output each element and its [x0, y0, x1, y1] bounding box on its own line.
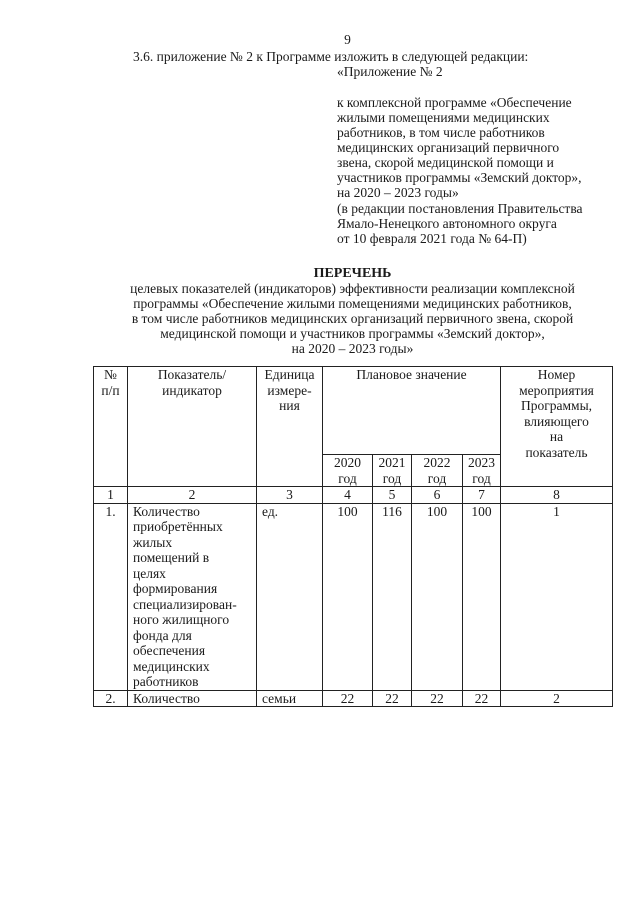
- row-indicator: [128, 503, 257, 690]
- column-number: 7: [463, 487, 501, 504]
- table-row: [94, 503, 613, 690]
- appendix-line: медицинских организаций первичного: [337, 140, 560, 155]
- indicator-line: работников: [133, 674, 199, 689]
- row-num: 2.: [94, 690, 128, 707]
- indicator-line: специализирован-: [133, 596, 237, 612]
- header-num-line: п/п: [101, 382, 120, 398]
- indicator-line: жилых: [133, 534, 173, 550]
- row-unit: ед.: [257, 503, 323, 690]
- indicator-line: формирования: [133, 581, 218, 596]
- year-suffix: год: [427, 470, 447, 486]
- year-label: 2020: [334, 455, 361, 470]
- appendix-line: на 2020 – 2023 годы»: [337, 185, 459, 200]
- header-num-line: №: [104, 367, 117, 382]
- header-measure-line: влияющего: [524, 413, 589, 429]
- row-value-2023: 100: [463, 503, 501, 690]
- column-number: 5: [373, 487, 412, 504]
- year-suffix: год: [472, 470, 491, 486]
- appendix-title: «Приложение № 2: [337, 64, 443, 79]
- column-number: 2: [128, 487, 257, 504]
- appendix-line: участников программы «Земский доктор»,: [337, 170, 582, 185]
- indicator-line: медицинских: [133, 658, 210, 674]
- header-unit-line: ния: [279, 398, 300, 413]
- year-suffix: год: [382, 470, 402, 486]
- indicator-line: приобретённых: [133, 519, 223, 534]
- indicator-line: ного жилищного: [133, 612, 230, 627]
- row-num: 1.: [94, 503, 128, 690]
- header-measure-line: мероприятия: [519, 382, 594, 398]
- intro-line: 3.6. приложение № 2 к Программе изложить в следующей редакции:: [133, 49, 529, 64]
- appendix-line: от 10 февраля 2021 года № 64-П): [337, 231, 527, 246]
- indicator-line: помещений в: [133, 550, 210, 565]
- row-value-2021: 116: [373, 503, 412, 690]
- row-value-2023: 22: [463, 690, 501, 707]
- subheading-line: программы «Обеспечение жилыми помещениями медицинских работников,: [133, 296, 572, 311]
- page-number: 9: [344, 32, 351, 47]
- year-label: 2023: [468, 455, 495, 470]
- header-measure: [501, 367, 613, 487]
- indicator-line: обеспечения: [133, 643, 206, 658]
- indicator-line: целях: [133, 565, 166, 581]
- row-value-2020: 100: [323, 503, 373, 690]
- appendix-line: к комплексной программе «Обеспечение: [337, 95, 572, 110]
- row-value-2022: 100: [412, 503, 463, 690]
- header-indicator: [128, 367, 257, 487]
- appendix-line: жилыми помещениями медицинских: [337, 110, 550, 125]
- year-label: 2022: [423, 455, 451, 470]
- year-label: 2021: [378, 455, 406, 470]
- subheading-line: медицинской помощи и участников программы «Земский доктор»,: [160, 326, 545, 341]
- header-year: [412, 455, 463, 487]
- row-value-2022: 22: [412, 690, 463, 707]
- column-numbers-row: [94, 487, 613, 504]
- header-indicator-line: индикатор: [162, 382, 222, 398]
- row-measure: 2: [501, 690, 613, 707]
- indicator-line: Количество: [133, 690, 200, 706]
- table-row: [94, 690, 613, 707]
- appendix-line: работников, в том числе работников: [337, 125, 545, 140]
- row-value-2021: 22: [373, 690, 412, 707]
- header-unit-line: Единица: [264, 367, 315, 382]
- appendix-line: (в редакции постановления Правительства: [337, 201, 583, 216]
- header-planned: Плановое значение: [323, 367, 501, 455]
- indicator-line: Количество: [133, 503, 200, 519]
- document-heading: ПЕРЕЧЕНЬ: [313, 266, 392, 281]
- column-number: 1: [94, 487, 128, 504]
- header-unit: [257, 367, 323, 487]
- header-year: [373, 455, 412, 487]
- subheading-line: целевых показателей (индикаторов) эффективности реализации комплексной: [130, 281, 575, 296]
- row-value-2020: 22: [323, 690, 373, 707]
- subheading-line: в том числе работников медицинских организаций первичного звена, скорой: [131, 311, 574, 326]
- row-indicator: [128, 690, 257, 707]
- header-measure-line: Номер: [537, 367, 576, 382]
- column-number: 3: [257, 487, 323, 504]
- year-suffix: год: [338, 470, 357, 486]
- column-number: 8: [501, 487, 613, 504]
- header-num: [94, 367, 128, 487]
- header-measure-line: показатель: [525, 444, 588, 460]
- header-indicator-line: Показатель/: [157, 367, 227, 382]
- header-measure-line: Программы,: [520, 398, 593, 413]
- appendix-line: звена, скорой медицинской помощи и: [337, 155, 554, 170]
- subheading-line: на 2020 – 2023 годы»: [291, 341, 414, 356]
- column-number: 6: [412, 487, 463, 504]
- indicator-line: фонда для: [133, 627, 192, 643]
- header-year: [323, 455, 373, 487]
- header-unit-line: измере-: [267, 382, 312, 398]
- row-measure: 1: [501, 503, 613, 690]
- row-unit: семьи: [257, 690, 323, 707]
- indicators-table: [93, 366, 613, 707]
- header-year: [463, 455, 501, 487]
- column-number: 4: [323, 487, 373, 504]
- header-measure-line: на: [549, 429, 564, 444]
- appendix-line: Ямало-Ненецкого автономного округа: [337, 216, 557, 231]
